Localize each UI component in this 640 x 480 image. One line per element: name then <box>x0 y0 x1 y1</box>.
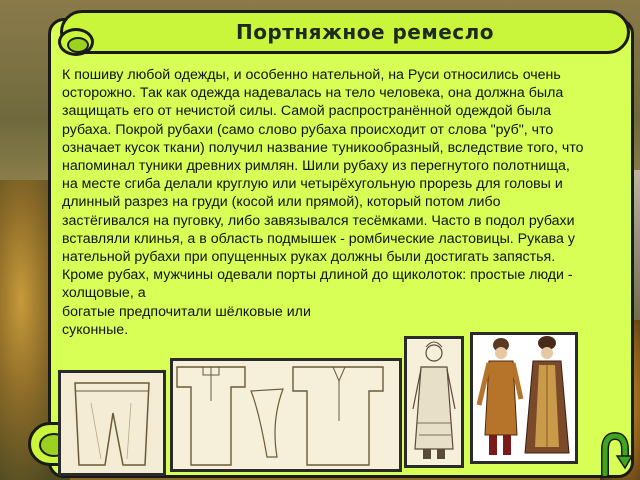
page-title: Портняжное ремесло <box>235 20 495 44</box>
main-text <box>62 66 588 366</box>
paragraph-body: К пошиву любой одежды, и особенно нательной, на Руси относились очень осторожно. Так как одежда надевалась на тело человека, она должна была защищать его от нечистой силы. Самой распространённой одеждой была рубаха. Покрой рубахи (само слово рубаха происходит от слова "руб", что означает кусок ткани) получил название туникообразный, вследствие того, что напоминал туники древних римлян. Шили рубаху из перегнутого полотнища, на месте сгиба делали круглую или четырёхугольную прорезь для головы и длинный разрез на груди (косой или прямой), который потом либо застёгивался на пуговку, либо завязывался тесёмками. Часто в подол рубахи вставляли клинья, а в область подмышек - ромбические ластовицы. Рукава у нательной рубахи при опущенных руках должны были достигать запястья. Кроме рубах, мужчины одевали порты длиной до щиколоток: простые люди - холщовые, а <box>62 67 584 302</box>
paragraph-tail-line-2: суконные. <box>62 321 129 338</box>
scroll-curl-top-icon <box>58 28 94 56</box>
u-turn-arrow-icon[interactable] <box>598 428 632 476</box>
peasant-woman-illustration <box>404 336 464 468</box>
shirt-patterns-illustration <box>170 358 402 472</box>
title-banner <box>60 10 630 54</box>
boyars-illustration <box>470 332 578 464</box>
paragraph-tail-line-1: богатые предпочитали шёлковые или <box>62 303 311 320</box>
pants-illustration <box>58 370 166 476</box>
